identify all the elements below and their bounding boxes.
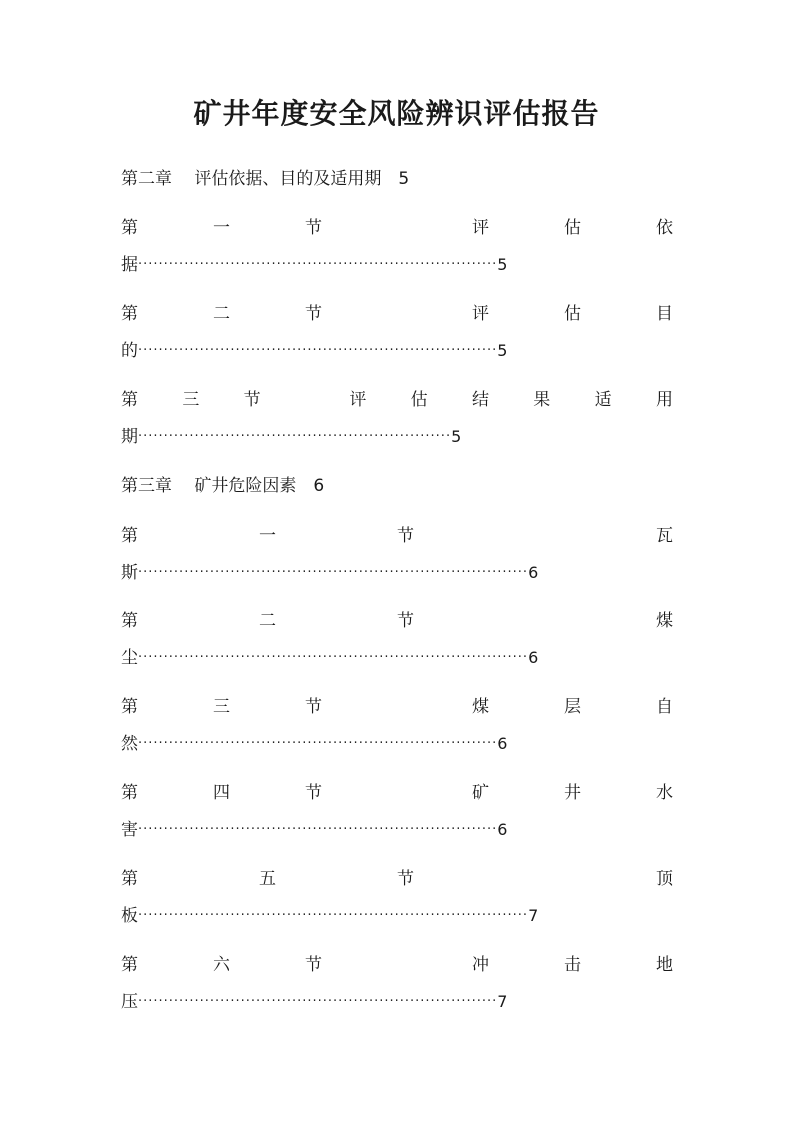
toc-char: 第	[121, 869, 138, 889]
page-number: 7	[497, 992, 508, 1011]
dot-leader: ······································································	[138, 994, 498, 1009]
toc-char: 第	[121, 955, 138, 975]
toc-char: 估	[564, 218, 581, 238]
toc-entry-leader	[121, 425, 673, 449]
toc-char: 水	[656, 783, 673, 803]
toc-char: 第	[121, 390, 138, 410]
toc-entry-title	[121, 388, 673, 412]
dot-leader: ·····························································	[138, 429, 452, 444]
toc-char: 期	[121, 427, 138, 447]
toc-char: 节	[305, 218, 322, 238]
toc-char: 节	[305, 304, 322, 324]
toc-char: 评	[349, 390, 367, 410]
toc-char: 井	[564, 783, 581, 803]
toc-entry-title	[121, 953, 673, 977]
page-number: 5	[497, 341, 508, 360]
toc-entry	[121, 953, 673, 1014]
toc-entry-title	[121, 216, 673, 240]
toc-char: 第	[121, 218, 138, 238]
toc-char: 冲	[472, 955, 489, 975]
toc-char: 节	[305, 955, 322, 975]
dot-leader: ······································································	[138, 343, 498, 358]
toc-char: 节	[397, 526, 414, 546]
toc-entry-title	[121, 695, 673, 719]
dot-leader: ············································································	[138, 908, 529, 923]
toc-entry-leader	[121, 561, 673, 585]
toc-char: 适	[594, 390, 612, 410]
toc-char: 二	[259, 611, 276, 631]
toc-char: 目	[656, 304, 673, 324]
dot-leader: ············································································	[138, 565, 529, 580]
page-number: 5	[497, 255, 508, 274]
toc-char: 煤	[656, 611, 673, 631]
toc-char: 用	[655, 390, 673, 410]
toc-entry	[121, 524, 673, 585]
page-number: 5	[451, 427, 462, 446]
toc-char: 压	[121, 992, 138, 1012]
toc-char: 评	[472, 218, 489, 238]
toc-entry	[121, 867, 673, 928]
toc-char: 板	[121, 906, 138, 926]
toc-char: 估	[564, 304, 581, 324]
toc-char: 三	[182, 390, 200, 410]
toc-char: 六	[213, 955, 230, 975]
dot-leader: ······································································	[138, 822, 498, 837]
dot-leader: ······································································	[138, 736, 498, 751]
toc-entry-title	[121, 781, 673, 805]
toc-char: 依	[656, 218, 673, 238]
page-number: 6	[497, 734, 508, 753]
toc-char: 一	[259, 526, 276, 546]
toc-char: 四	[213, 783, 230, 803]
toc-char: 地	[656, 955, 673, 975]
toc-char: 五	[259, 869, 276, 889]
toc-entry-leader	[121, 818, 673, 842]
toc-char: 瓦	[656, 526, 673, 546]
toc-char: 斯	[121, 563, 138, 583]
toc-entry	[121, 302, 673, 363]
toc-char: 尘	[121, 648, 138, 668]
toc-char: 节	[397, 611, 414, 631]
toc-char: 矿	[472, 783, 489, 803]
toc-entry	[121, 388, 673, 449]
toc-char: 害	[121, 820, 138, 840]
page-number: 6	[528, 648, 539, 667]
toc-char: 结	[471, 390, 489, 410]
toc-entry-title	[121, 609, 673, 633]
toc-entry	[121, 216, 673, 277]
toc-entry-title	[121, 867, 673, 891]
toc-char: 自	[656, 697, 673, 717]
toc-entry-leader	[121, 732, 673, 756]
page-number: 7	[528, 906, 539, 925]
toc-char: 的	[121, 341, 138, 361]
toc-char: 节	[305, 783, 322, 803]
toc-char: 据	[121, 255, 138, 275]
toc-char: 节	[305, 697, 322, 717]
document-title: 矿井年度安全风险辨识评估报告	[193, 97, 600, 130]
toc-entry-title	[121, 524, 673, 548]
toc-entry-leader	[121, 253, 673, 277]
toc-char: 第	[121, 611, 138, 631]
dot-leader: ············································································	[138, 650, 529, 665]
toc-char: 击	[564, 955, 581, 975]
page-number: 6	[528, 563, 539, 582]
toc-char: 第	[121, 526, 138, 546]
toc-char: 层	[564, 697, 581, 717]
toc-entry-title	[121, 302, 673, 326]
toc-char: 第	[121, 697, 138, 717]
toc-entry	[121, 609, 673, 670]
toc-char: 顶	[656, 869, 673, 889]
chapter-3-heading: 第三章 矿井危险因素 6	[121, 476, 325, 496]
toc-char: 评	[472, 304, 489, 324]
dot-leader: ······································································	[138, 257, 498, 272]
toc-char: 煤	[472, 697, 489, 717]
toc-char: 一	[213, 218, 230, 238]
toc-char: 果	[533, 390, 551, 410]
page-number: 6	[497, 820, 508, 839]
toc-entry-leader	[121, 904, 673, 928]
toc-entry-leader	[121, 646, 673, 670]
chapter-2-heading: 第二章 评估依据、目的及适用期 5	[121, 169, 410, 189]
toc-entry	[121, 781, 673, 842]
toc-char: 节	[243, 390, 261, 410]
toc-entry	[121, 695, 673, 756]
toc-char: 节	[397, 869, 414, 889]
toc-char: 三	[213, 697, 230, 717]
toc-entry-leader	[121, 990, 673, 1014]
toc-char: 二	[213, 304, 230, 324]
toc-char: 估	[410, 390, 428, 410]
toc-char: 第	[121, 783, 138, 803]
toc-char: 然	[121, 734, 138, 754]
toc-char: 第	[121, 304, 138, 324]
toc-entry-leader	[121, 339, 673, 363]
